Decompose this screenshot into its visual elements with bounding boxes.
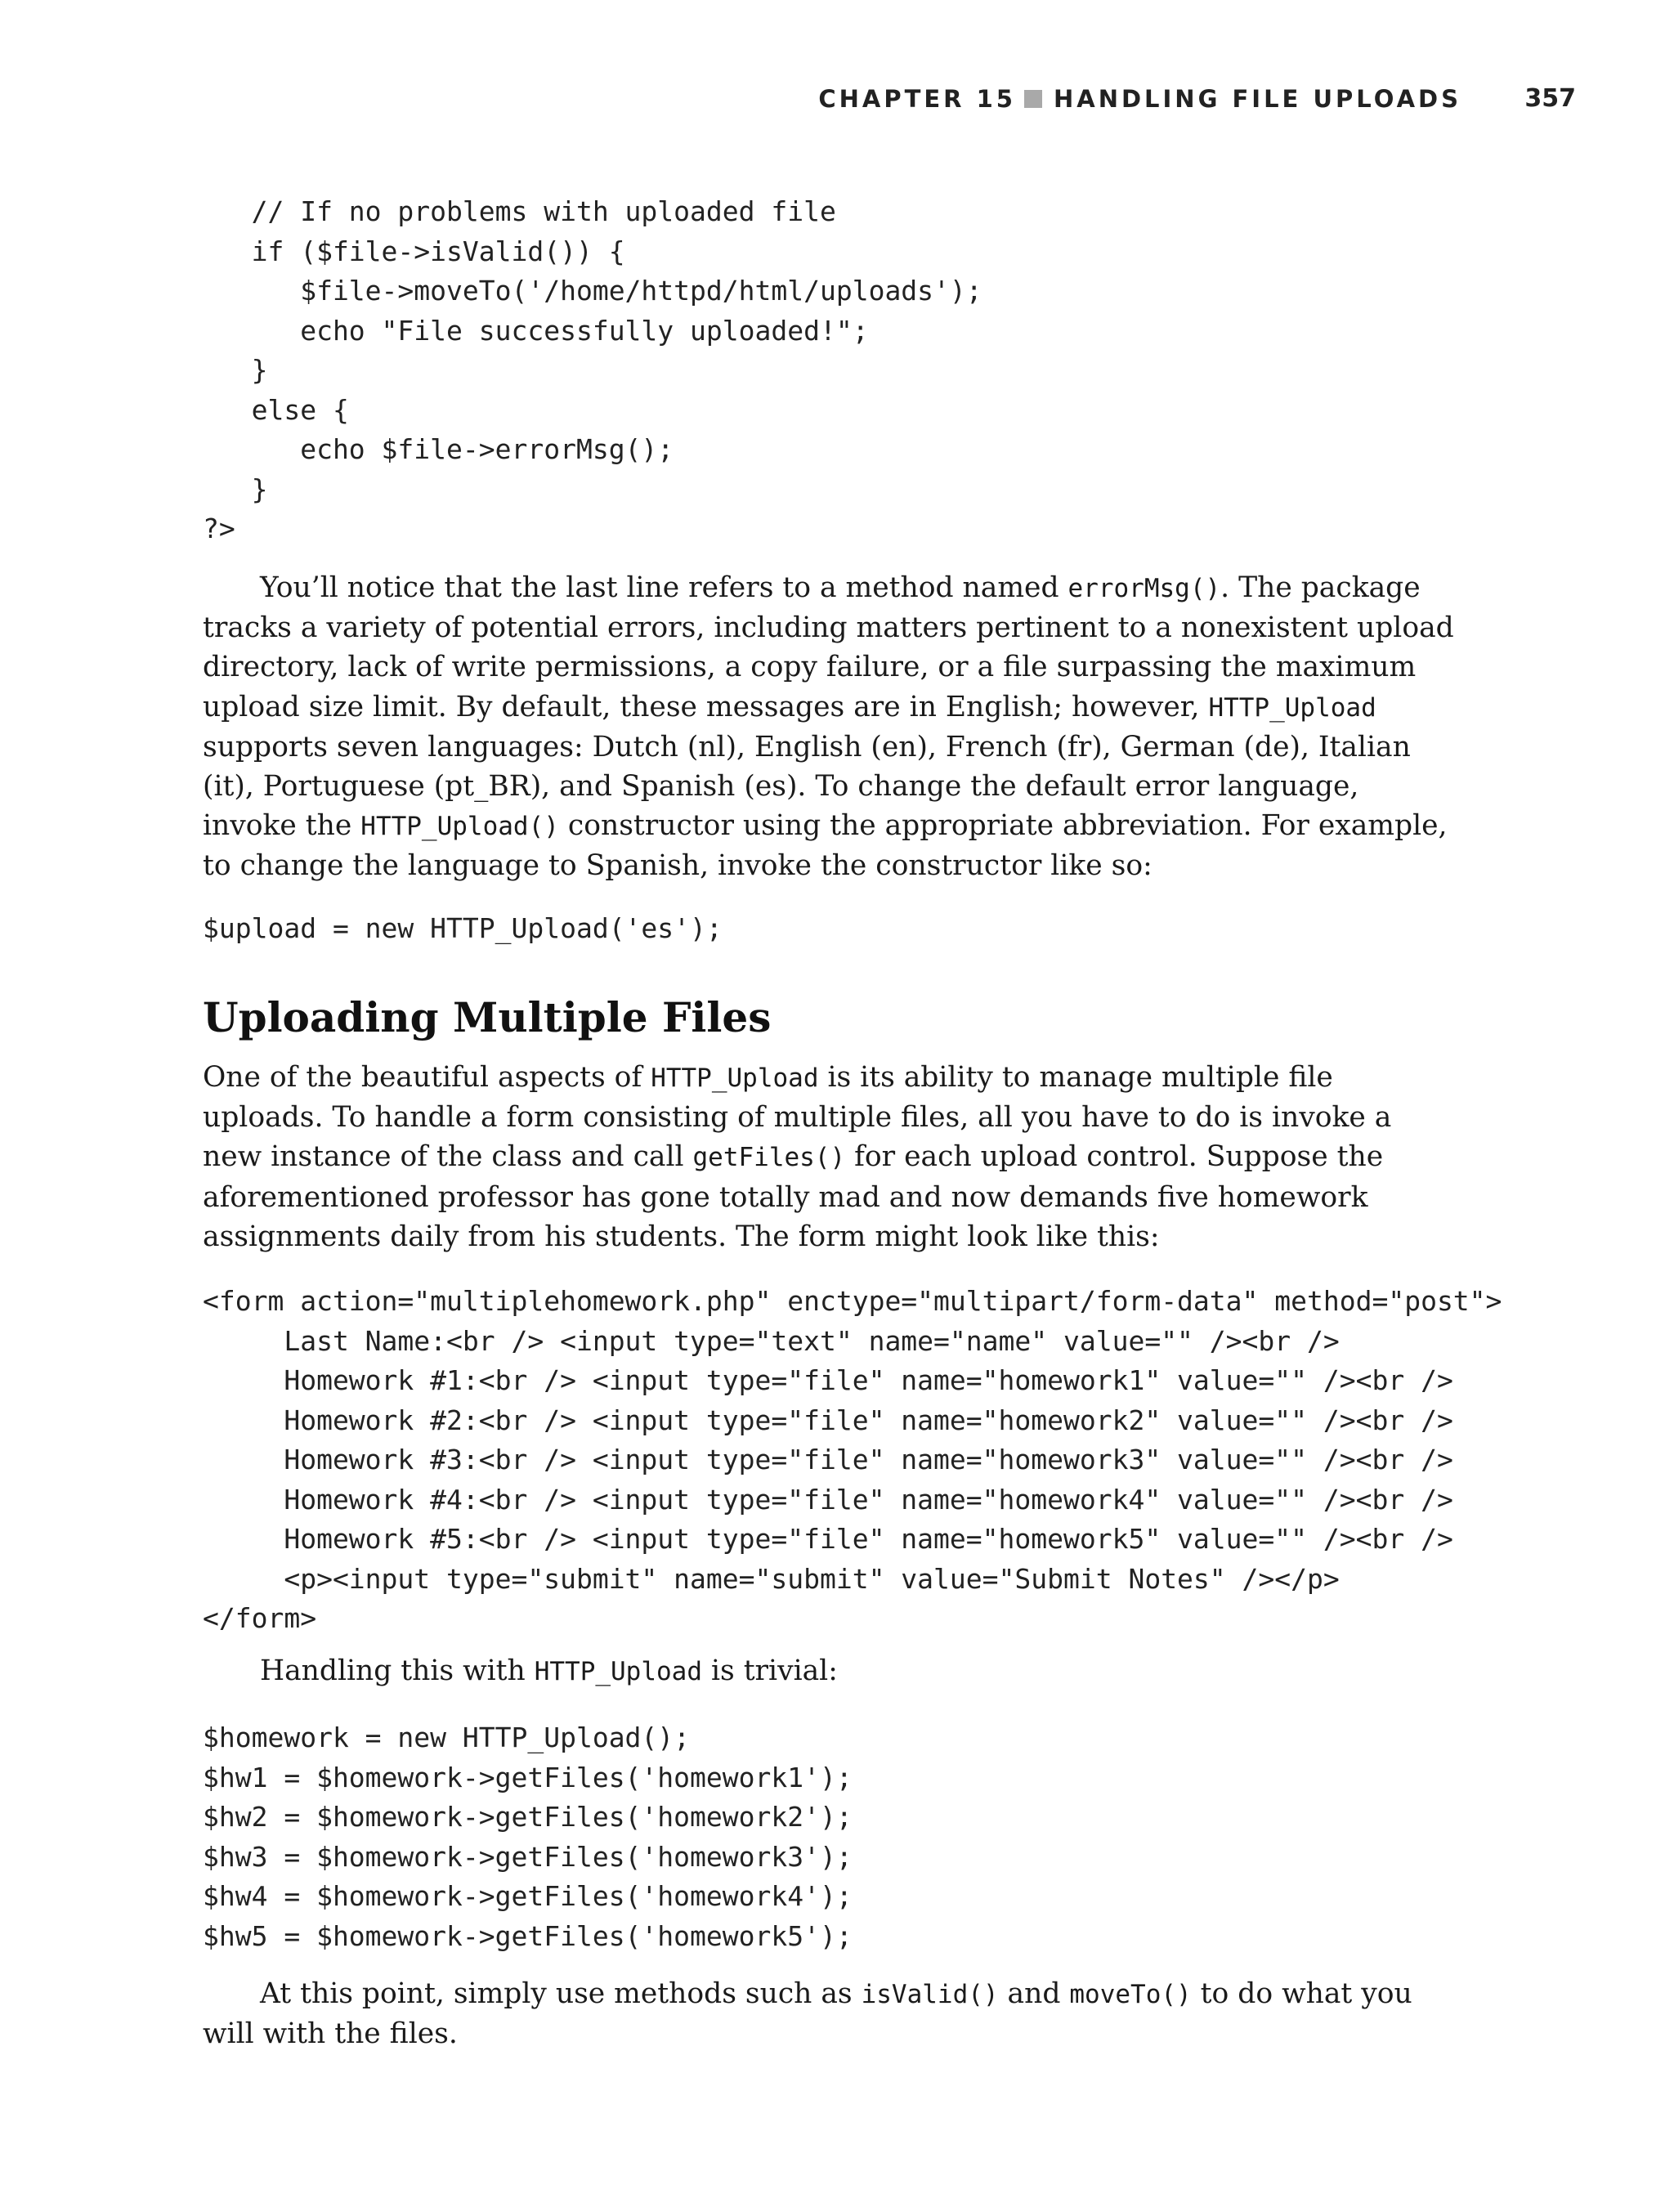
section-heading: Uploading Multiple Files bbox=[203, 993, 772, 1041]
chapter-label: CHAPTER 15 bbox=[818, 85, 1016, 113]
text-run: and bbox=[998, 1977, 1070, 2010]
paragraph-handling-trivial bbox=[203, 1651, 1455, 1691]
text-run: supports seven languages: Dutch (nl), English (en), French (fr), German (de), Italian (it), Portuguese (pt_BR), and Spanish (es). To change the default error language, invoke the bbox=[203, 730, 1411, 843]
chapter-title: HANDLING FILE UPLOADS bbox=[1053, 85, 1461, 113]
separator-square-icon bbox=[1024, 90, 1042, 108]
inline-code: HTTP_Upload bbox=[651, 1063, 819, 1093]
text-run: At this point, simply use methods such as bbox=[260, 1977, 862, 2010]
paragraph-conclusion bbox=[203, 1974, 1455, 2053]
paragraph-error-messages bbox=[203, 568, 1455, 886]
text-run: You’ll notice that the last line refers to a method named bbox=[260, 571, 1068, 604]
text-run: is trivial: bbox=[702, 1655, 838, 1687]
text-run: to do what you will with the files. bbox=[203, 1977, 1412, 2051]
code-block-html-form: <form action="multiplehomework.php" enctype="multipart/form-data" method="post"> Last Name:<br /> <input type="text" name="name" value="" /><br /> Homework #1:<br /> <input type="file" name="homework1" value="" /><br /> Homework #2:<br /> <input type="file" name="homework2" value="" /><br /> Homework #3:<br /> <input type="file" name="homework3" value="" /><br /> Homework #4:<br /> <input type="file" name="homework4" value="" /><br /> Homework #5:<br /> <input type="file" name="homework5" value="" /><br /> <p><input type="submit" name="submit" value="Submit Notes" /></p> </form> bbox=[203, 1285, 1502, 1634]
text-run: Handling this with bbox=[260, 1655, 535, 1687]
inline-code: HTTP_Upload() bbox=[360, 812, 559, 842]
page-number: 357 bbox=[1524, 84, 1576, 113]
code-line-spanish-constructor: $upload = new HTTP_Upload('es'); bbox=[203, 912, 723, 944]
text-run: constructor using the appropriate abbreviation. For example, to change the language to Spanish, invoke the constructor like so: bbox=[203, 809, 1448, 883]
text-run: . The package tracks a variety of potential errors, including matters pertinent to a nonexistent upload directory, lack of write permissions, a copy failure, or a file surpassing the maximum upload size limit. By default, these messages are in English; however, bbox=[203, 571, 1454, 723]
text-run: is its ability to manage multiple file uploads. To handle a form consisting of multiple files, all you have to do is invoke a new instance of the class and call bbox=[203, 1061, 1392, 1174]
running-head-title bbox=[818, 85, 1461, 113]
inline-code: getFiles() bbox=[692, 1143, 846, 1173]
inline-code: isValid() bbox=[861, 1980, 999, 2009]
inline-code: errorMsg() bbox=[1068, 574, 1221, 603]
paragraph-multiple-uploads bbox=[203, 1058, 1455, 1256]
text-run: for each upload control. Suppose the aforementioned professor has gone totally mad and now demands five homework assignments daily from his students. The form might look like this: bbox=[203, 1140, 1384, 1253]
inline-code: moveTo() bbox=[1069, 1980, 1192, 2009]
code-block-file-validation: // If no problems with uploaded file if ($file->isValid()) { $file->moveTo('/home/httpd/html/uploads'); echo "File successfully uploaded!"; } else { echo $file->errorMsg(); } ?> bbox=[203, 195, 982, 544]
inline-code: HTTP_Upload bbox=[534, 1657, 703, 1686]
running-head bbox=[0, 82, 1576, 123]
text-run: One of the beautiful aspects of bbox=[203, 1061, 651, 1094]
code-block-getfiles: $homework = new HTTP_Upload(); $hw1 = $homework->getFiles('homework1'); $hw2 = $homework->getFiles('homework2'); $hw3 = $homework->getFiles('homework3'); $hw4 = $homework->getFiles('homework4'); $hw5 = $homework->getFiles('homework5'); bbox=[203, 1722, 853, 1952]
inline-code: HTTP_Upload bbox=[1208, 692, 1376, 723]
